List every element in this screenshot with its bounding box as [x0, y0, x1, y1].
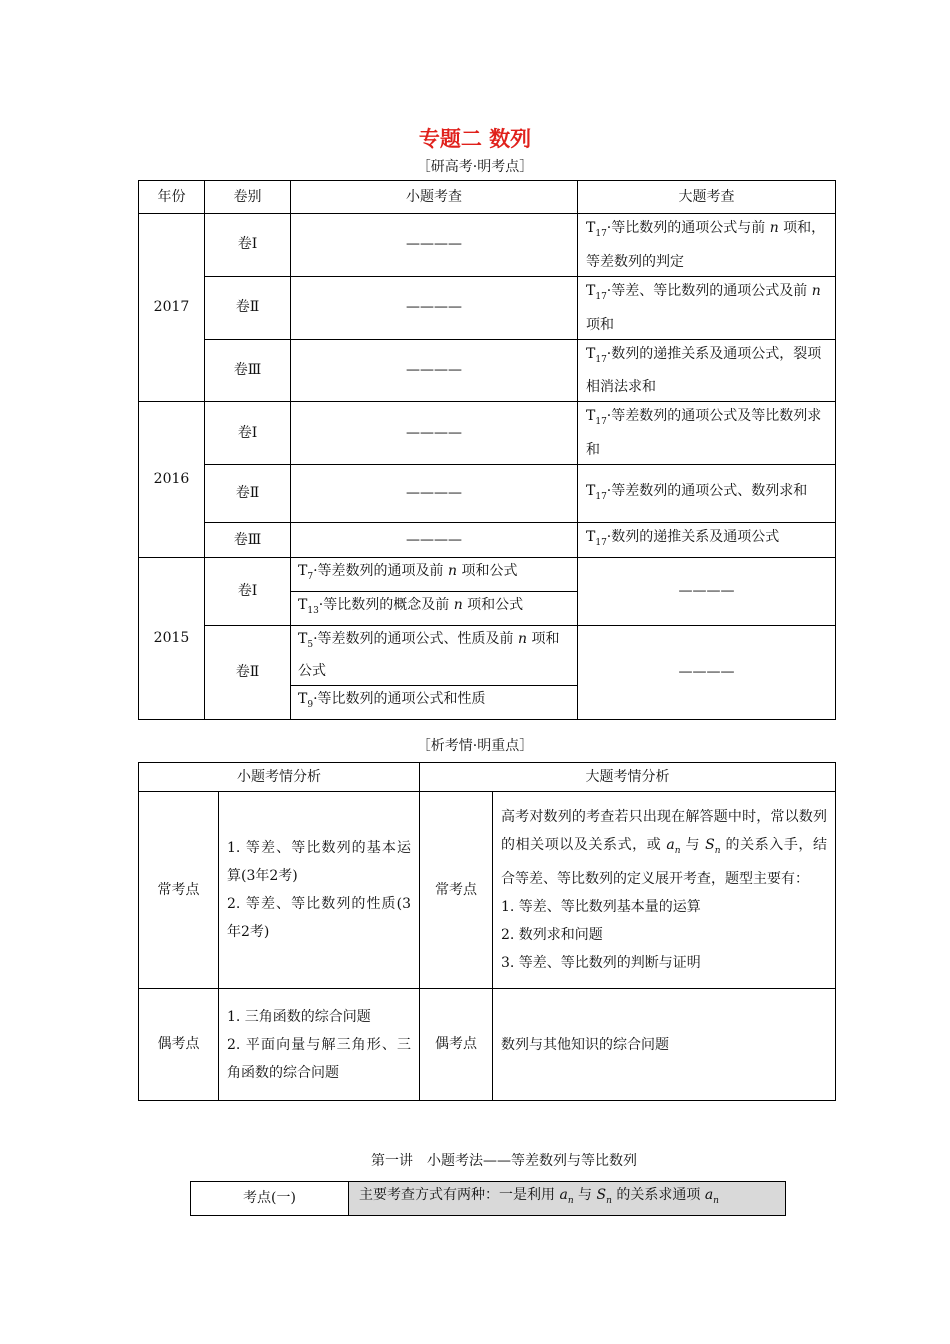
- frequent-label-2: 常考点: [420, 792, 493, 989]
- paper-cell: 卷Ⅱ: [205, 465, 291, 523]
- small-question-cell: ————: [291, 339, 578, 402]
- section-heading-research: ［研高考·明考点］: [416, 159, 534, 175]
- big-question-cell: $T_{17}\cdot$数列的递推关系及通项公式: [578, 523, 836, 558]
- lecture-title: 第一讲 小题考法——等差数列与等比数列: [371, 1153, 637, 1169]
- big-question-cell: $T_{17}\cdot$等差数列的通项公式、数列求和: [578, 465, 836, 523]
- list-item: 3. 等差、等比数列的判断与证明: [501, 954, 701, 971]
- occasional-small-cell: [219, 989, 420, 1101]
- small-question-cell: ————: [291, 276, 578, 339]
- list-item: 1. 等差、等比数列的基本运算(3年2考): [227, 840, 411, 884]
- frequent-big-cell: [493, 792, 836, 989]
- big-question-cell: $T_{17}\cdot$等比数列的通项公式与前 n 项和，等差数列的判定: [578, 214, 836, 277]
- table-header-row: [139, 181, 836, 214]
- table-row: [139, 792, 836, 989]
- table-row: [139, 214, 836, 277]
- paper-cell: 卷Ⅱ: [205, 276, 291, 339]
- header-small-analysis: 小题考情分析: [139, 763, 420, 792]
- big-question-cell: $T_{17}\cdot$等差、等比数列的通项公式及前 n 项和: [578, 276, 836, 339]
- exam-point-label: 考点(一): [191, 1182, 349, 1216]
- list-item: 1. 等差、等比数列基本量的运算: [501, 898, 701, 915]
- year-cell: 2015: [139, 557, 205, 719]
- big-question-cell: $T_{17}\cdot$等差数列的通项公式及等比数列求和: [578, 402, 836, 465]
- big-question-cell: ————: [578, 625, 836, 720]
- table-row: [191, 1182, 786, 1216]
- small-question-cell: $T_7\cdot$等差数列的通项及前 n 项和公式: [291, 557, 578, 591]
- table-row: [139, 989, 836, 1101]
- big-question-cell: $T_{17}\cdot$数列的递推关系及通项公式，裂项相消法求和: [578, 339, 836, 402]
- section-heading-analysis: ［析考情·明重点］: [416, 738, 534, 754]
- exam-point-text: 主要考查方式有两种：一是利用 $a_n$ 与 $S_n$ 的关系求通项 $a_n$: [349, 1182, 786, 1216]
- small-question-cell: ————: [291, 402, 578, 465]
- frequent-small-cell: [219, 792, 420, 989]
- occasional-label-2: 偶考点: [420, 989, 493, 1101]
- paper-cell: 卷Ⅰ: [205, 557, 291, 625]
- paper-cell: 卷Ⅱ: [205, 625, 291, 720]
- occasional-big-cell: 数列与其他知识的综合问题: [493, 989, 836, 1101]
- analysis-table: [138, 762, 836, 1101]
- table-row: [139, 402, 836, 465]
- table-row: [139, 465, 836, 523]
- occasional-label: 偶考点: [139, 989, 219, 1101]
- table-header-row: [139, 763, 836, 792]
- table-row: [139, 557, 836, 591]
- list-item: 2. 平面向量与解三角形、三角函数的综合问题: [227, 1036, 411, 1081]
- small-question-cell: $T_{13}\cdot$等比数列的概念及前 n 项和公式: [291, 591, 578, 625]
- list-item: 2. 等差、等比数列的性质(3年2考): [227, 896, 411, 940]
- small-question-cell: $T_9\cdot$等比数列的通项公式和性质: [291, 686, 578, 720]
- page-title: 专题二 数列: [418, 127, 532, 151]
- small-question-cell: ————: [291, 523, 578, 558]
- header-year: 年份: [139, 181, 205, 214]
- table-row: [139, 523, 836, 558]
- table-row: [139, 339, 836, 402]
- frequent-label: 常考点: [139, 792, 219, 989]
- list-item: 1. 三角函数的综合问题: [227, 1008, 371, 1025]
- list-item: 2. 数列求和问题: [501, 926, 603, 943]
- year-cell: 2017: [139, 214, 205, 402]
- header-paper: 卷别: [205, 181, 291, 214]
- table-row: [139, 625, 836, 686]
- paper-cell: 卷Ⅰ: [205, 214, 291, 277]
- paper-cell: 卷Ⅲ: [205, 339, 291, 402]
- list-item: 高考对数列的考查若只出现在解答题中时，常以数列的相关项以及关系式，或 $a_n$ 与 $S_n$ 的关系入手，结合等差、等比数列的定义展开考查，题型主要有：: [501, 809, 828, 887]
- small-question-cell: $T_5\cdot$等差数列的通项公式、性质及前 n 项和公式: [291, 625, 578, 686]
- paper-cell: 卷Ⅰ: [205, 402, 291, 465]
- big-question-cell: ————: [578, 557, 836, 625]
- paper-cell: 卷Ⅲ: [205, 523, 291, 558]
- header-big-questions: 大题考查: [578, 181, 836, 214]
- exam-point-table: [190, 1181, 786, 1216]
- table-row: [139, 276, 836, 339]
- year-cell: 2016: [139, 402, 205, 558]
- small-question-cell: ————: [291, 214, 578, 277]
- header-small-questions: 小题考查: [291, 181, 578, 214]
- small-question-cell: ————: [291, 465, 578, 523]
- header-big-analysis: 大题考情分析: [420, 763, 836, 792]
- exam-history-table: [138, 180, 836, 720]
